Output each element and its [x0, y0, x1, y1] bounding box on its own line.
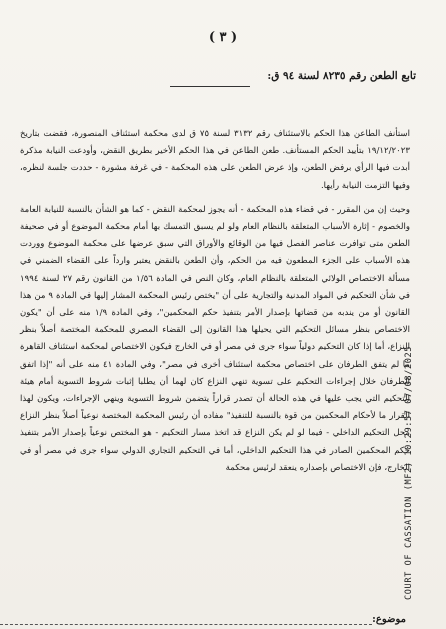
- paragraph-reasoning: وحيث إن من المقرر - في قضاء هذه المحكمة - أنه يجوز لمحكمة النقض - كما هو الشأن بالنسبة للنيابة العامة والخصوم - إثارة الأسباب المتعلقة بالنظام العام ولو لم يسبق التمسك بها أمام محكمة الموضوع أو في صحيفة الطعن متى توافرت عناصر الفصل فيها من الوقائع والأوراق التي سبق عرضها على محكمة الموضوع ووردت هذه الأسباب على الجزء المطعون فيه من الحكم، وأن الطعن بالنقض يعتبر وارداً على القضاء الضمني في مسألة الاختصاص الولائي المتعلقة بالنظام العام، وكان النص في المادة ١/٥٦ من القانون رقم ٢٧ لسنة ١٩٩٤ في شأن التحكيم في المواد المدنية والتجارية على أن "يختص رئيس المحكمة المشار إليها في المادة ٩ من هذا القانون أو من يندبه من قضاتها بإصدار الأمر بتنفيذ حكم المحكمين"، وفي المادة ١/٩ منه على أن "يكون الاختصاص بنظر مسائل التحكيم التي يحيلها هذا القانون إلى القضاء المصري للمحكمة المختصة أصلاً بنظر النزاع، أما إذا كان التحكيم دولياً سواء جرى في مصر أو في الخارج فيكون الاختصاص لمحكمة استئناف القاهرة ما لم يتفق الطرفان على اختصاص محكمة استئناف أخرى في مصر"، وفي المادة ٤١ منه على أنه "إذا اتفق الطرفان خلال إجراءات التحكيم على تسوية تنهي النزاع كان لهما أن يطلبا إثبات شروط التسوية أمام هيئة التحكيم التي يجب عليها في هذه الحالة أن تصدر قراراً يتضمن شروط التسوية وينهي الإجراءات، ويكون لهذا القرار ما لأحكام المحكمين من قوة بالنسبة للتنفيذ" مفاده أن رئيس المحكمة المختصة نوعياً أصلاً بنظر النزاع محل التحكيم الداخلي - فيما لو لم يكن النزاع قد اتخذ مسار التحكيم - هو المختص نوعياً بإصدار الأمر بتنفيذ حكم المحكمين الصادر في هذا التحكيم الداخلي، أما في التحكيم التجاري الدولي سواء جرى في مصر أو في الخارج، فإن الاختصاص بإصداره ينعقد لرئيس محكمة: [20, 204, 411, 473]
- case-header: تابع الطعن رقم ٨٢٣٥ لسنة ٩٤ ق:: [267, 70, 416, 82]
- footer-subject-label: موضوع:: [372, 614, 406, 625]
- court-timestamp-stamp: COURT OF CASSATION (MF2) 10:29:57 07/08/2025: [404, 345, 414, 600]
- page-number: ( ٣ ): [208, 30, 238, 45]
- paragraph-appeal: استأنف الطاعن هذا الحكم بالاستئناف رقم ٣١٣٢ لسنة ٧٥ ق لدى محكمة استئناف المنصورة، فقضت بتاريخ ١٩/١٢/٢٠٢٣ بتأييد الحكم المستأنف. طعن الطاعن في هذا الحكم الأخير بطريق النقض، وأودعت النيابة مذكرة أبدت فيها الرأي برفض الطعن، وإذ عرض الطعن على هذه المحكمة - في غرفة مشورة - حددت جلسة لنظره، وفيها التزمت النيابة رأيها.: [20, 129, 411, 191]
- header-underline: [170, 86, 250, 87]
- footer-divider: [0, 624, 372, 625]
- document-body: [20, 126, 410, 484]
